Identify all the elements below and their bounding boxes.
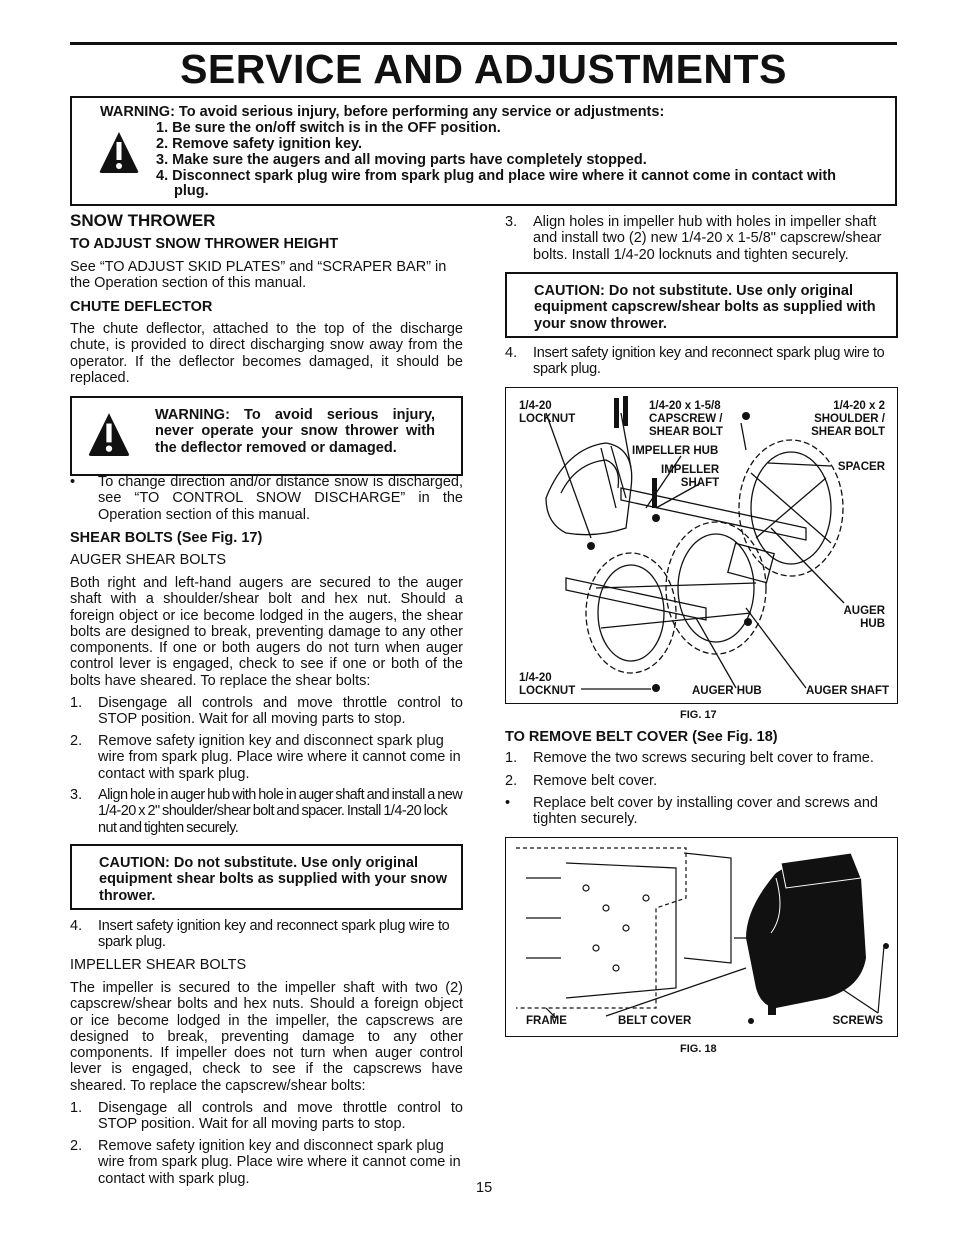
step-text: Disengage all controls and move throttle control to STOP position. Wait for all moving parts to stop.	[98, 1100, 463, 1133]
step-text: Remove the two screws securing belt cover to frame.	[533, 750, 874, 766]
step-number: 3.	[70, 787, 83, 803]
step-number: 4.	[70, 918, 83, 934]
impeller-caution-box	[505, 272, 898, 338]
step-text: Align holes in impeller hub with holes in impeller shaft and install two (2) new 1/4-20 x 1-5/8" capscrew/shear bolts. Install 1/4-20 locknuts and tighten securely.	[533, 214, 882, 263]
auger-text: Both right and left-hand augers are secured to the auger shaft with a shoulder/shear bolt and hex nut. Should a foreign object or ice become lodged in the augers, the shear bolts are designed to break, preventing damage to any other components. If one or both augers do not turn when auger control lever is engaged, check to see if one or both of the bolts have sheared. To replace the shear bolts:	[70, 575, 463, 689]
impeller-caution-text: CAUTION: Do not substitute. Use only original equipment capscrew/shear bolts as supplied with your snow thrower.	[534, 283, 876, 332]
label-line: SHEAR BOLT	[649, 426, 723, 438]
step-text: Disengage all controls and move throttle control to STOP position. Wait for all moving parts to stop.	[98, 695, 463, 728]
belt-cover-drawing	[506, 838, 897, 1036]
top-warning-item-4-cont: plug.	[174, 183, 209, 199]
step-number: 1.	[505, 750, 518, 766]
chute-warning-text: WARNING: To avoid serious injury, never operate your snow thrower with the deflector removed or damaged.	[155, 407, 435, 456]
chute-bullet-text: To change direction and/or distance snow is discharged, see “TO CONTROL SNOW DISCHARGE” in the Operation section of this manual.	[98, 474, 463, 523]
top-warning-heading: WARNING: To avoid serious injury, before performing any service or adjustments:	[100, 104, 665, 120]
label-line: 1/4-20 x 2	[833, 400, 885, 412]
height-heading: TO ADJUST SNOW THROWER HEIGHT	[70, 236, 339, 252]
label-line: LOCKNUT	[519, 685, 576, 697]
step-number: 1.	[70, 1100, 83, 1116]
label-line: AUGER	[843, 605, 885, 617]
step-text: Remove safety ignition key and disconnect spark plug wire from spark plug. Place wire where it cannot come in contact with spark plug.	[98, 1138, 461, 1187]
top-warning-item-3: 3. Make sure the augers and all moving parts have completely stopped.	[156, 152, 647, 168]
impeller-text: The impeller is secured to the impeller shaft with two (2) capscrew/shear bolts and hex nuts. Should a foreign object or ice become lodged in the impeller, the capscrews are designed to break, preventing damage to any other components. If impeller does not turn when auger control lever is engaged, check to see if the capscrews have sheared. To replace the capscrew/shear bolts:	[70, 980, 463, 1094]
label-line: 1/4-20 x 1-5/8	[649, 400, 721, 412]
top-warning-box	[70, 96, 897, 206]
label-auger-hub-right	[843, 605, 885, 631]
label-frame: FRAME	[526, 1015, 567, 1027]
label-impeller-shaft	[661, 464, 719, 490]
chute-heading: CHUTE DEFLECTOR	[70, 299, 213, 315]
label-shoulder-bolt	[811, 400, 885, 439]
label-spacer: SPACER	[837, 461, 885, 473]
step-number: 2.	[70, 733, 83, 749]
fig17-caption: FIG. 17	[680, 709, 717, 721]
figure-17	[505, 387, 898, 704]
step-text: Remove safety ignition key and disconnect spark plug wire from spark plug. Place wire where it cannot come in contact with spark plug.	[98, 733, 461, 782]
step-number: 1.	[70, 695, 83, 711]
label-belt-cover: BELT COVER	[618, 1015, 692, 1027]
step-text: Insert safety ignition key and reconnect spark plug wire to spark plug.	[533, 345, 885, 378]
warning-icon	[86, 411, 132, 457]
label-screws: SCREWS	[832, 1015, 883, 1027]
top-rule	[70, 42, 897, 45]
shear-heading: SHEAR BOLTS (See Fig. 17)	[70, 530, 263, 546]
fig18-caption: FIG. 18	[680, 1043, 717, 1055]
step-text: Remove belt cover.	[533, 773, 658, 789]
step-number: 4.	[505, 345, 518, 361]
section-title: SNOW THROWER	[70, 211, 216, 230]
label-line: LOCKNUT	[519, 413, 576, 425]
top-warning-item-4: 4. Disconnect spark plug wire from spark plug and place wire where it cannot come in contact with	[156, 168, 837, 184]
label-line: SHEAR BOLT	[811, 426, 885, 438]
height-text: See “TO ADJUST SKID PLATES” and “SCRAPER BAR” in the Operation section of this manual.	[70, 259, 447, 292]
label-impeller-hub: IMPELLER HUB	[632, 445, 719, 457]
label-line: 1/4-20	[519, 400, 552, 412]
top-warning-item-2: 2. Remove safety ignition key.	[156, 136, 363, 152]
impeller-subheading: IMPELLER SHEAR BOLTS	[70, 957, 247, 973]
belt-heading: TO REMOVE BELT COVER (See Fig. 18)	[505, 729, 778, 745]
page-number: 15	[476, 1180, 493, 1196]
label-line: HUB	[860, 618, 885, 630]
page-title: SERVICE AND ADJUSTMENTS	[180, 46, 787, 92]
step-text: Replace belt cover by installing cover and screws and tighten securely.	[533, 795, 878, 828]
auger-subheading: AUGER SHEAR BOLTS	[70, 552, 227, 568]
label-line: SHOULDER /	[814, 413, 885, 425]
step-number: •	[505, 795, 511, 811]
warning-icon	[98, 130, 140, 174]
label-line: SHAFT	[680, 477, 720, 489]
chute-warning-box	[70, 396, 463, 476]
step-number: 2.	[505, 773, 518, 789]
auger-caution-text: CAUTION: Do not substitute. Use only original equipment shear bolts as supplied with your snow thrower.	[99, 855, 448, 904]
step-number: 2.	[70, 1138, 83, 1154]
label-locknut-top	[519, 400, 575, 426]
label-auger-shaft: AUGER SHAFT	[805, 685, 889, 697]
label-locknut-bottom	[519, 672, 575, 698]
step-number: 3.	[505, 214, 518, 230]
bullet-marker: •	[70, 474, 76, 490]
step-text: Align hole in auger hub with hole in auger shaft and install a new 1/4-20 x 2" shoulder/shear bolt and spacer. Install 1/4-20 lock nut and tighten securely.	[98, 787, 463, 836]
label-line: IMPELLER	[661, 464, 720, 476]
step-text: Insert safety ignition key and reconnect spark plug wire to spark plug.	[98, 918, 450, 951]
auger-caution-box	[70, 844, 463, 910]
figure-18	[505, 837, 898, 1037]
chute-text: The chute deflector, attached to the top of the discharge chute, is provided to direct discharging snow away from the operator. If the deflector becomes damaged, it should be replaced.	[70, 321, 463, 386]
top-warning-item-1: 1. Be sure the on/off switch is in the OFF position.	[156, 120, 501, 136]
label-line: CAPSCREW /	[649, 413, 723, 425]
label-capscrew	[649, 400, 723, 439]
label-auger-hub: AUGER HUB	[692, 685, 762, 697]
label-line: 1/4-20	[519, 672, 552, 684]
